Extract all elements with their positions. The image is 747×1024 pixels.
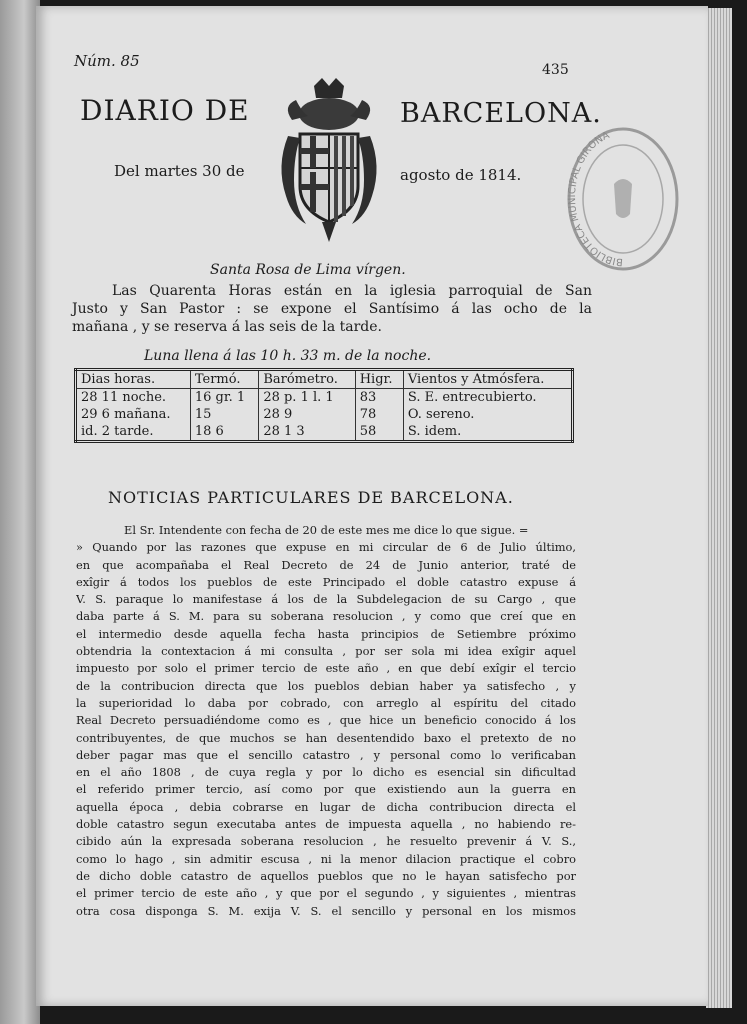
table-row <box>76 389 573 407</box>
svg-text:BIBLIOTECA MUNICIPAL GIRONA <box>567 130 623 267</box>
article-line: otra cosa disponga S. M. exija V. S. el sencillo y personal en los mismos <box>76 903 576 918</box>
cell: S. E. entrecubierto. <box>403 389 572 407</box>
article-line: la superioridad lo daba por cobrado, con arreglo al espíritu del citado <box>76 695 576 710</box>
cell: S. idem. <box>403 423 572 442</box>
cell: 16 gr. 1 <box>190 389 258 407</box>
date-left: Del martes 30 de <box>114 162 245 180</box>
article-line: el primer tercio de este año , y que por el segundo , y siguientes , mientras <box>76 886 576 901</box>
cell: 83 <box>355 389 403 407</box>
col-termo: Termó. <box>190 370 258 389</box>
cell: 78 <box>355 406 403 423</box>
col-barometro: Barómetro. <box>259 370 355 389</box>
cell: id. 2 tarde. <box>76 423 191 442</box>
article-line: V. S. paraque lo manifestase á los de la Subdelegacion de su Cargo , que <box>76 592 576 607</box>
announcement-line-3: mañana , y se reserva á las seis de la tarde. <box>72 319 382 335</box>
page-stack-edge <box>706 8 732 1008</box>
announcement-line-2: Justo y San Pastor : se expone el Santísimo á las ocho de la <box>72 301 592 317</box>
article-line: de dicho doble catastro de aquellos pueblos que no le hayan satisfecho por <box>76 868 576 883</box>
announcement-line-1: Las Quarenta Horas están en la iglesia parroquial de San <box>112 283 592 299</box>
article-line: el referido primer tercio, así como por que existiendo aun la guerra en <box>76 782 576 797</box>
cell: 18 6 <box>190 423 258 442</box>
article-line: en el año 1808 , de cuya regla y por lo dicho es esencial sin dificultad <box>76 765 576 780</box>
newspaper-page <box>36 6 708 1006</box>
table-row <box>76 423 573 442</box>
article-line: como lo hago , sin admitir escusa , ni la menor dilacion practique el cobro <box>76 851 576 866</box>
library-stamp-icon <box>564 124 682 274</box>
article-line: obtendria la contextacion á mi consulta , por ser sola mi idea exîgir aquel <box>76 644 576 659</box>
col-higr: Higr. <box>355 370 403 389</box>
issue-number: Núm. 85 <box>74 52 140 70</box>
section-heading: NOTICIAS PARTICULARES DE BARCELONA. <box>108 488 514 507</box>
date-right: agosto de 1814. <box>400 166 522 184</box>
cell: O. sereno. <box>403 406 572 423</box>
article-line: el intermedio desde aquella fecha hasta principios de Setiembre próximo <box>76 626 576 641</box>
weather-table <box>74 368 574 443</box>
article-line: cibido aún la expresada soberana resolucion , he resuelto prevenir á V. S., <box>76 834 576 849</box>
facing-page-edge <box>0 0 40 1024</box>
article-line: de la contribucion directa que los pueblos debian haber ya satisfecho , y <box>76 678 576 693</box>
article-line: aquella época , debia cobrarse en lugar de dicha contribucion directa el <box>76 799 576 814</box>
stamp-text: BIBLIOTECA MUNICIPAL GIRONA <box>566 129 624 268</box>
page-number: 435 <box>542 62 569 78</box>
cell: 28 11 noche. <box>76 389 191 407</box>
masthead-title-left: DIARIO DE <box>80 94 250 127</box>
cell: 29 6 mañana. <box>76 406 191 423</box>
saint-of-day: Santa Rosa de Lima vírgen. <box>210 262 406 278</box>
article-line: Real Decreto persuadiéndome como es , que hice un beneficio conocido á los <box>76 713 576 728</box>
col-dias-horas: Dias horas. <box>76 370 191 389</box>
article-line: » Quando por las razones que expuse en mi circular de 6 de Julio último, <box>76 540 576 555</box>
cell: 15 <box>190 406 258 423</box>
cell: 28 1 3 <box>259 423 355 442</box>
barcelona-coat-of-arms-icon <box>272 76 386 246</box>
article-body <box>76 522 576 920</box>
article-line: contribuyentes, de que muchos se han desentendido baxo el pretexto de no <box>76 730 576 745</box>
article-line: deber pagar mas que el sencillo catastro , y personal como lo verificaban <box>76 747 576 762</box>
col-vientos: Vientos y Atmósfera. <box>403 370 572 389</box>
article-line: El Sr. Intendente con fecha de 20 de este mes me dice lo que sigue. = <box>124 523 529 537</box>
cell: 28 p. 1 l. 1 <box>259 389 355 407</box>
article-line: exîgir á todos los pueblos de este Principado el doble catastro expuse á <box>76 574 576 589</box>
cell: 28 9 <box>259 406 355 423</box>
table-row <box>76 406 573 423</box>
cell: 58 <box>355 423 403 442</box>
article-line: doble catastro segun executaba antes de impuesta aquella , no habiendo re- <box>76 817 576 832</box>
moon-phase: Luna llena á las 10 h. 33 m. de la noche. <box>144 348 432 364</box>
article-line: impuesto por solo el primer tercio de este año , en que debí exîgir el tercio <box>76 661 576 676</box>
article-line: daba parte á S. M. para su soberana resolucion , y como que creí que en <box>76 609 576 624</box>
article-line: en que acompañaba el Real Decreto de 24 de Junio anterior, traté de <box>76 557 576 572</box>
masthead-title-right: BARCELONA. <box>400 98 602 129</box>
